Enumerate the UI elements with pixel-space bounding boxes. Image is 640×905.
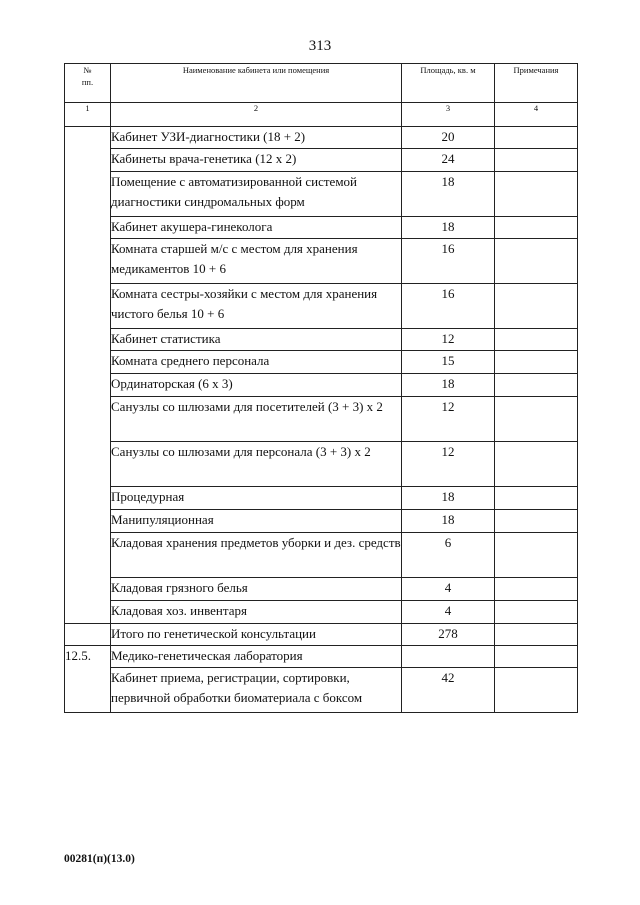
notes-cell — [495, 127, 578, 149]
area-cell: 6 — [402, 533, 495, 578]
table-row — [65, 668, 578, 713]
area-cell: 4 — [402, 578, 495, 601]
notes-cell — [495, 284, 578, 329]
table-row — [65, 601, 578, 624]
notes-cell — [495, 329, 578, 351]
room-name-cell: Санузлы со шлюзами для персонала (3 + 3) x 2 — [111, 442, 402, 487]
area-cell: 12 — [402, 329, 495, 351]
notes-cell — [495, 624, 578, 646]
room-name-cell: Комната сестры-хозяйки с местом для хранения чистого белья 10 + 6 — [111, 284, 402, 329]
area-cell: 15 — [402, 351, 495, 374]
room-name-cell: Кабинет статистика — [111, 329, 402, 351]
table-row — [65, 127, 578, 149]
header-notes: Примечания — [495, 64, 578, 103]
room-name-cell: Манипуляционная — [111, 510, 402, 533]
room-name-cell: Санузлы со шлюзами для посетителей (3 + 3) x 2 — [111, 397, 402, 442]
room-name-cell: Кабинет УЗИ-диагностики (18 + 2) — [111, 127, 402, 149]
notes-cell — [495, 578, 578, 601]
row-number-cell — [65, 127, 111, 624]
room-name-cell: Кабинет акушера-гинеколога — [111, 217, 402, 239]
table-row — [65, 239, 578, 284]
area-cell: 42 — [402, 668, 495, 713]
column-number: 3 — [402, 103, 495, 127]
notes-cell — [495, 510, 578, 533]
room-name-cell: Кабинеты врача-генетика (12 x 2) — [111, 149, 402, 172]
total-row — [65, 624, 578, 646]
room-name-cell: Кладовая хоз. инвентаря — [111, 601, 402, 624]
notes-cell — [495, 172, 578, 217]
room-name-cell: Ординаторская (6 x 3) — [111, 374, 402, 397]
area-cell: 24 — [402, 149, 495, 172]
table-row — [65, 172, 578, 217]
room-name-cell: Кладовая хранения предметов уборки и дез. средств — [111, 533, 402, 578]
room-name-cell: Итого по генетической консультации — [111, 624, 402, 646]
area-cell: 12 — [402, 442, 495, 487]
room-name-cell: Комната среднего персонала — [111, 351, 402, 374]
table-row — [65, 578, 578, 601]
area-cell: 12 — [402, 397, 495, 442]
row-number-cell: 12.5. — [65, 646, 111, 713]
area-cell: 16 — [402, 284, 495, 329]
notes-cell — [495, 646, 578, 668]
table-row — [65, 284, 578, 329]
notes-cell — [495, 351, 578, 374]
column-number: 4 — [495, 103, 578, 127]
notes-cell — [495, 487, 578, 510]
page-number: 313 — [308, 38, 332, 54]
room-name-cell: Комната старшей м/с с местом для хранения медикаментов 10 + 6 — [111, 239, 402, 284]
rooms-table — [64, 63, 578, 713]
row-number-cell — [65, 624, 111, 646]
area-cell: 4 — [402, 601, 495, 624]
header-number: № пп. — [65, 64, 111, 103]
room-name-cell: Кладовая грязного белья — [111, 578, 402, 601]
area-cell: 20 — [402, 127, 495, 149]
room-name-cell: Кабинет приема, регистрации, сортировки, первичной обработки биоматериала с боксом — [111, 668, 402, 713]
table-row — [65, 149, 578, 172]
table-row — [65, 442, 578, 487]
area-cell: 18 — [402, 487, 495, 510]
table-row — [65, 217, 578, 239]
section-row — [65, 646, 578, 668]
notes-cell — [495, 397, 578, 442]
column-numbers-row — [65, 103, 578, 127]
document-code: 00281(п)(13.0) — [64, 853, 135, 865]
table-header-row — [65, 64, 578, 103]
notes-cell — [495, 442, 578, 487]
area-cell: 278 — [402, 624, 495, 646]
room-name-cell: Процедурная — [111, 487, 402, 510]
area-cell — [402, 646, 495, 668]
notes-cell — [495, 374, 578, 397]
room-name-cell: Помещение с автоматизированной системой диагностики синдромальных форм — [111, 172, 402, 217]
area-cell: 18 — [402, 374, 495, 397]
notes-cell — [495, 601, 578, 624]
notes-cell — [495, 668, 578, 713]
table-row — [65, 510, 578, 533]
area-cell: 18 — [402, 172, 495, 217]
column-number: 1 — [65, 103, 111, 127]
table-row — [65, 487, 578, 510]
table-row — [65, 397, 578, 442]
notes-cell — [495, 149, 578, 172]
area-cell: 18 — [402, 217, 495, 239]
header-area: Площадь, кв. м — [402, 64, 495, 103]
room-name-cell: Медико-генетическая лаборатория — [111, 646, 402, 668]
column-number: 2 — [111, 103, 402, 127]
table-row — [65, 329, 578, 351]
area-cell: 16 — [402, 239, 495, 284]
header-room-name: Наименование кабинета или помещения — [111, 64, 402, 103]
notes-cell — [495, 217, 578, 239]
area-cell: 18 — [402, 510, 495, 533]
notes-cell — [495, 533, 578, 578]
notes-cell — [495, 239, 578, 284]
table-row — [65, 533, 578, 578]
table-row — [65, 374, 578, 397]
table-row — [65, 351, 578, 374]
